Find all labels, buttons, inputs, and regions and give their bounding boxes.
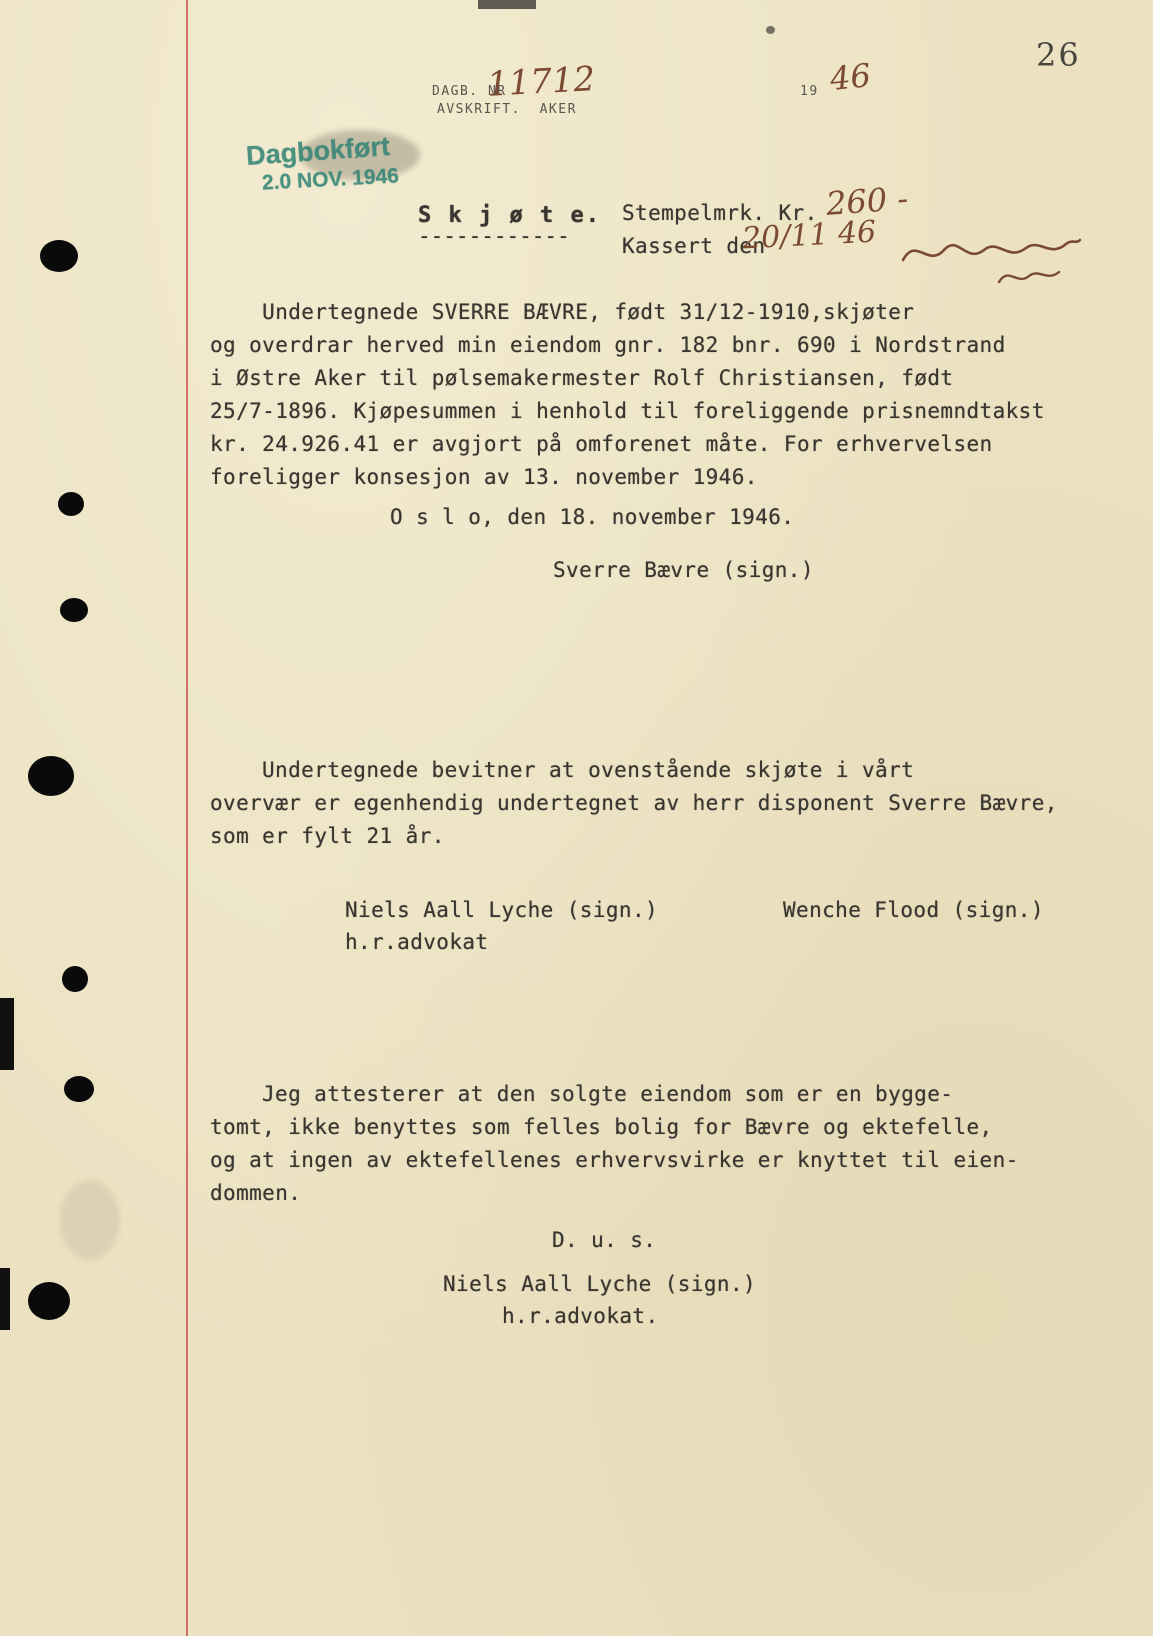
document-title: S k j ø t e.	[418, 203, 601, 228]
scan-edge-mark	[0, 998, 14, 1070]
witness-left-title: h.r.advokat	[345, 930, 489, 954]
scan-edge-mark	[0, 1268, 10, 1330]
body-line: overvær er egenhendig undertegnet av herr disponent Sverre Bævre,	[210, 791, 1058, 815]
body-line: som er fylt 21 år.	[210, 824, 445, 848]
body-line: foreligger konsesjon av 13. november 1946.	[210, 465, 758, 489]
punch-hole	[28, 756, 74, 796]
scan-edge-mark	[478, 0, 536, 9]
body-line: Undertegnede SVERRE BÆVRE, født 31/12-1910,skjøter	[210, 300, 915, 324]
scan-speck	[766, 26, 775, 34]
kassert-label: Kassert den	[622, 234, 766, 258]
signature-seller: Sverre Bævre (sign.)	[553, 558, 814, 582]
closing-name: Niels Aall Lyche (sign.)	[443, 1272, 757, 1296]
punch-hole	[58, 492, 84, 516]
dateline: O s l o, den 18. november 1946.	[390, 505, 795, 529]
margin-rule	[186, 0, 188, 1636]
title-underline: ------------	[418, 224, 570, 248]
handwritten-scribble-small	[995, 262, 1065, 292]
punch-hole	[40, 240, 78, 272]
witness-right-name: Wenche Flood (sign.)	[783, 898, 1044, 922]
punch-hole	[62, 966, 88, 992]
punch-hole	[64, 1076, 94, 1102]
datestamp-line1: Dagbokført	[245, 131, 391, 171]
witness-left-name: Niels Aall Lyche (sign.)	[345, 898, 659, 922]
stempel-label: Stempelmrk. Kr.	[622, 201, 818, 225]
datestamp-line2: 2.0 NOV. 1946	[261, 164, 400, 195]
punch-hole	[60, 598, 88, 622]
kassert-value-handwritten: 20/11 46	[741, 214, 877, 257]
dagb-number-handwritten: 11712	[486, 59, 597, 105]
body-line: Jeg attesterer at den solgte eiendom som er en bygge-	[262, 1082, 954, 1106]
dagb-label: DAGB. NR	[432, 84, 507, 99]
page-number: 26	[1036, 36, 1081, 74]
body-line: og overdrar herved min eiendom gnr. 182 bnr. 690 i Nordstrand	[210, 333, 1006, 357]
closing-title: h.r.advokat.	[502, 1304, 659, 1328]
dagb-year-handwritten: 46	[828, 55, 873, 99]
dagb-year-printed: 19	[800, 84, 819, 99]
body-line: tomt, ikke benyttes som felles bolig for Bævre og ektefelle,	[210, 1115, 993, 1139]
body-line: i Østre Aker til pølsemakermester Rolf Christiansen, født	[210, 366, 954, 390]
paper-stain	[60, 1180, 120, 1260]
stempel-value-handwritten: 260 -	[824, 179, 910, 223]
punch-hole	[28, 1282, 70, 1320]
avskrift-label: AVSKRIFT. AKER	[437, 102, 577, 117]
body-line: 25/7-1896. Kjøpesummen i henhold til foreliggende prisnemndtakst	[210, 399, 1045, 423]
closing-dus: D. u. s.	[552, 1228, 657, 1252]
body-line: Undertegnede bevitner at ovenstående skjøte i vårt	[262, 758, 915, 782]
body-line: og at ingen av ektefellenes erhvervsvirke er knyttet til eien-	[210, 1148, 1019, 1172]
body-line: kr. 24.926.41 er avgjort på omforenet måte. For erhvervelsen	[210, 432, 993, 456]
body-line: dommen.	[210, 1181, 302, 1205]
